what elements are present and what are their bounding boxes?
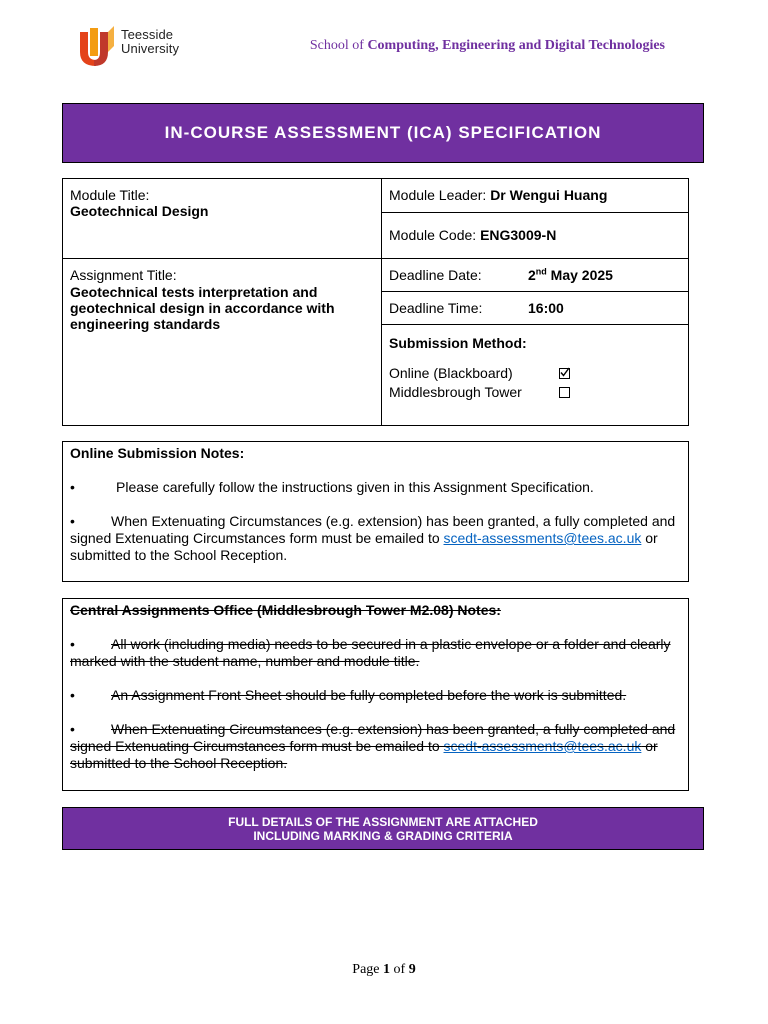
- module-title-value: Geotechnical Design: [70, 203, 209, 219]
- page-current: 1: [383, 962, 391, 977]
- deadline-date-label: Deadline Date:: [389, 267, 482, 283]
- bullet-icon: •: [70, 513, 75, 529]
- module-code-label: Module Code:: [389, 227, 481, 243]
- central-note-text-3b: or submitted to the School Reception.: [70, 738, 658, 771]
- deadline-day-suffix: nd: [535, 266, 547, 277]
- online-checkbox: [559, 368, 570, 379]
- online-note-text-2b: or submitted to the School Reception.: [70, 530, 658, 563]
- title-banner: [62, 103, 704, 163]
- page-of: of: [390, 962, 409, 977]
- module-code-value: ENG3009-N: [480, 227, 557, 243]
- deadline-time-value: 16:00: [528, 300, 564, 316]
- online-note-item-2: [70, 513, 678, 564]
- central-note-item-1: [70, 636, 678, 670]
- table-divider: [63, 258, 688, 259]
- option-online-label: Online (Blackboard): [389, 365, 513, 381]
- central-note-text-1: All work (including media) needs to be secured in a plastic envelope or a folder and clearly marked with the student name, number and module title.: [70, 636, 671, 669]
- table-divider: [381, 212, 688, 213]
- details-banner: [62, 807, 704, 850]
- module-code: [389, 227, 556, 243]
- module-details-table: [62, 178, 689, 426]
- university-crest-icon: [78, 26, 118, 66]
- logo-line-2: University: [121, 41, 180, 56]
- school-name: Computing, Engineering and Digital Technologies: [367, 38, 665, 53]
- module-leader: [389, 187, 607, 203]
- deadline-month-year: May 2025: [546, 267, 613, 283]
- email-link[interactable]: scedt-assessments@tees.ac.uk: [443, 738, 642, 754]
- submission-method-label: Submission Method:: [389, 335, 527, 351]
- central-note-text-2: An Assignment Front Sheet should be fully completed before the work is submitted.: [111, 687, 627, 703]
- table-divider: [381, 179, 382, 425]
- central-office-notes: [62, 598, 689, 791]
- online-submission-notes: [62, 441, 689, 582]
- module-leader-label: Module Leader:: [389, 187, 491, 203]
- module-leader-value: Dr Wengui Huang: [490, 187, 608, 203]
- online-notes-heading: Online Submission Notes:: [70, 445, 245, 461]
- assignment-title-label: Assignment Title:: [70, 267, 177, 283]
- page-number: [0, 962, 768, 978]
- bullet-icon: •: [70, 721, 75, 737]
- table-divider: [381, 291, 688, 292]
- bullet-icon: •: [70, 687, 75, 703]
- email-link[interactable]: scedt-assessments@tees.ac.uk: [443, 530, 642, 546]
- deadline-day: 2: [528, 267, 536, 283]
- school-prefix: School of: [309, 38, 368, 53]
- teesside-university-logo: [78, 26, 188, 66]
- online-note-text-1: Please carefully follow the instructions given in this Assignment Specification.: [116, 479, 594, 495]
- page-title: IN-COURSE ASSESSMENT (ICA) SPECIFICATION: [164, 123, 602, 142]
- check-mark-icon: [559, 367, 570, 378]
- assignment-title-value: Geotechnical tests interpretation and geotechnical design in accordance with engineering standards: [70, 284, 335, 332]
- table-divider: [381, 324, 688, 325]
- deadline-date-value: [528, 267, 613, 283]
- central-note-item-2: [70, 687, 678, 704]
- module-title-label: Module Title:: [70, 187, 150, 203]
- tower-checkbox: [559, 387, 570, 398]
- bullet-icon: •: [70, 636, 75, 652]
- page-prefix: Page: [352, 962, 384, 977]
- central-note-text-3: When Extenuating Circumstances (e.g. extension) has been granted, a fully completed and signed Extenuating Circumstances form must be emailed to: [70, 721, 676, 754]
- deadline-time-label: Deadline Time:: [389, 300, 483, 316]
- details-banner-line-2: INCLUDING MARKING & GRADING CRITERIA: [253, 828, 513, 843]
- school-header: [310, 38, 665, 54]
- details-banner-line-1: FULL DETAILS OF THE ASSIGNMENT ARE ATTACHED: [228, 814, 538, 829]
- central-note-item-3: [70, 721, 678, 772]
- online-note-item-1: [70, 479, 678, 496]
- logo-line-1: Teesside: [121, 27, 174, 42]
- page-total: 9: [408, 962, 416, 977]
- option-tower-label: Middlesbrough Tower: [389, 384, 522, 400]
- central-notes-heading: Central Assignments Office (Middlesbrough Tower M2.08) Notes:: [70, 602, 501, 618]
- bullet-icon: •: [70, 479, 75, 495]
- online-note-text-2: When Extenuating Circumstances (e.g. extension) has been granted, a fully completed and signed Extenuating Circumstances form must be emailed to: [70, 513, 676, 546]
